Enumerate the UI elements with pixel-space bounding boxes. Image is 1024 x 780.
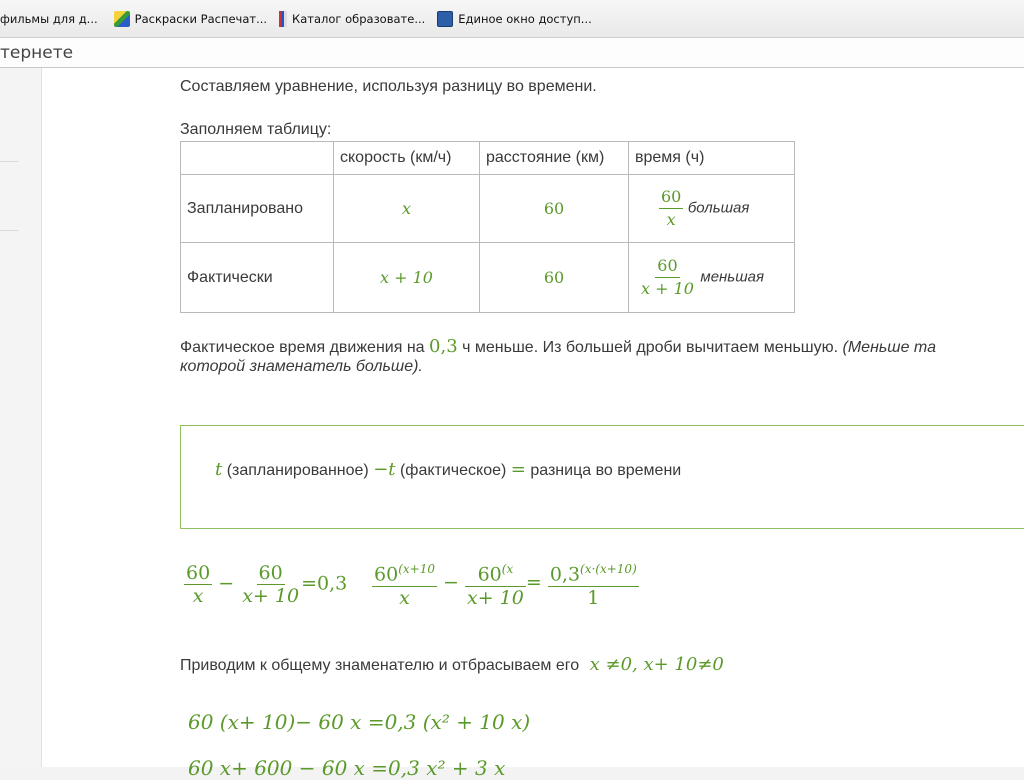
time-fraction: [659, 186, 683, 231]
divider: [0, 230, 18, 231]
row-label: Запланировано: [181, 175, 334, 243]
bookmarks-bar: [0, 0, 1024, 38]
bookmark-window[interactable]: [437, 11, 591, 27]
table-row: [181, 243, 795, 313]
speed-value: x: [401, 198, 412, 218]
table-header-cell: [181, 142, 334, 175]
time-fraction: [639, 255, 696, 300]
distance-value: 60: [543, 198, 565, 218]
table-header-cell: скорость (км/ч): [334, 142, 480, 175]
fraction: $\frac{60^{(x+10}}{x}$: [374, 562, 435, 610]
address-text: тернете: [0, 43, 74, 63]
time-note: меньшая: [700, 268, 764, 286]
bookmark-label: Каталог образовате...: [292, 11, 426, 26]
flag-icon: [279, 11, 287, 27]
divider: [0, 161, 18, 162]
speed-table: [180, 141, 795, 313]
explanation-line2: которой знаменатель больше).: [180, 358, 423, 375]
fraction-numerator: 60: [655, 255, 679, 278]
fraction: $\frac{60}{x}$: [186, 562, 211, 607]
left-sidebar: [0, 68, 42, 767]
bookmark-label: Единое окно доступ...: [458, 11, 592, 26]
time-cell: [629, 243, 795, 313]
table-header-cell: время (ч): [629, 142, 795, 175]
conditions: x ≠0, x+ 10≠0: [589, 654, 724, 675]
fraction-denominator: x: [666, 210, 676, 229]
formula-box: [180, 425, 1024, 529]
bookmark-label: Раскраски Распечат...: [134, 11, 268, 26]
intro-text: Составляем уравнение, используя разницу во времени.: [180, 78, 597, 95]
row-label: Фактически: [181, 243, 334, 313]
fraction-denominator: x + 10: [641, 279, 694, 298]
bookmark-films[interactable]: [0, 12, 98, 26]
speed-value: x + 10: [380, 267, 433, 287]
fraction: $\frac{0,3^{(x\cdot(x+10)}}{1}$: [549, 562, 637, 610]
fraction-numerator: 60: [659, 186, 683, 209]
difference-value: 0,3: [429, 336, 458, 357]
table-header-cell: расстояние (км): [480, 142, 629, 175]
bookmark-label: фильмы для д...: [0, 11, 98, 26]
speed-cell: [334, 175, 480, 243]
equation-1: $\frac{60}{x}$ − $\frac{60}{x+ 10}$ =0,3: [186, 562, 348, 607]
book-icon: [437, 11, 453, 27]
bookmark-coloring[interactable]: [114, 11, 267, 27]
lesson-content: [42, 68, 1024, 780]
formula-text: t (запланированное) −t (фактическое) = разница во времени: [215, 459, 682, 480]
fill-table-text: Заполняем таблицу:: [180, 121, 332, 138]
equation-2: $\frac{60^{(x+10}}{x}$ − $\frac{60^{(x}}{x+ 10}$ = $\frac{0,3^{(x\cdot(x+10)}}{1}$: [372, 558, 639, 609]
speed-cell: [334, 243, 480, 313]
time-note: большая: [687, 199, 750, 217]
equation-3: 60 (x+ 10)− 60 x =0,3 (x² + 10 x): [188, 710, 531, 734]
distance-cell: [480, 175, 629, 243]
fraction: $\frac{60^{(x}}{x+ 10}$: [466, 562, 524, 610]
explanation-italic: (Меньше та: [842, 339, 936, 356]
distance-value: 60: [543, 267, 565, 287]
fraction: $\frac{60}{x+ 10}$: [242, 562, 300, 607]
explanation-line1: Фактическое время движения на 0,3 ч меньше. Из большей дроби вычитаем меньшую. (Меньше та: [180, 336, 936, 357]
time-cell: [629, 175, 795, 243]
pencil-icon: [114, 11, 130, 27]
distance-cell: [480, 243, 629, 313]
equation-4: 60 x+ 600 − 60 x =0,3 x² + 3 x: [188, 756, 506, 780]
common-denominator-text: Приводим к общему знаменателю и отбрасываем его x ≠0, x+ 10≠0: [180, 654, 724, 675]
table-row: [181, 175, 795, 243]
table-header-row: [181, 142, 795, 175]
bookmark-catalog[interactable]: [279, 11, 425, 27]
address-bar[interactable]: [0, 38, 1024, 68]
